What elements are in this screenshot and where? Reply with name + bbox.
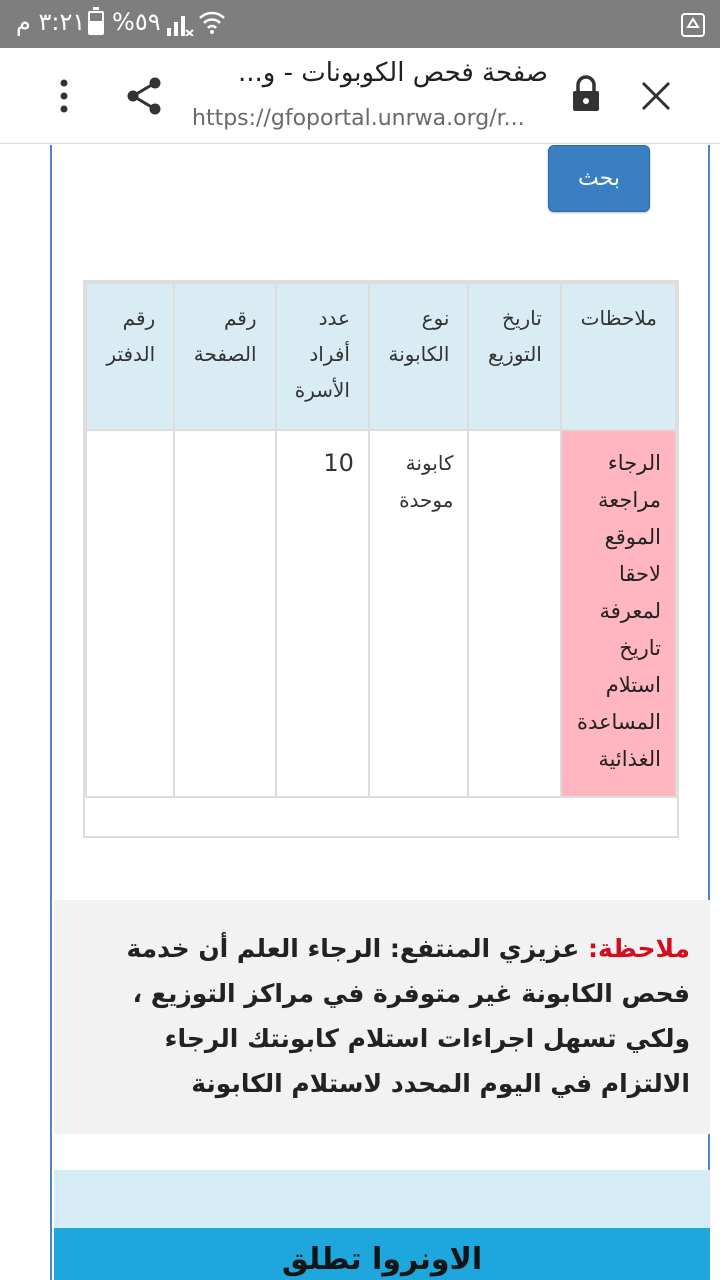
lock-icon (571, 75, 601, 113)
cell-book-number (86, 430, 174, 798)
signal-icon (166, 10, 194, 36)
cell-family-members: 10 (276, 430, 369, 798)
notice-text: عزيزي المنتفع: الرجاء العلم أن خدمة فحص الكابونة غير متوفرة في مراكز التوزيع ، ولكي تسهل اجراءات استلام كابونتك الرجاء الالتزام في اليوم المحدد لاستلام الكابونة (126, 934, 690, 1098)
header-family-members: عدد أفراد الأسرة (276, 283, 369, 430)
table-empty-row (85, 796, 679, 838)
battery-icon (88, 11, 104, 35)
results-table (85, 282, 677, 799)
custom-tab-toolbar (0, 48, 720, 144)
status-time: ٣:٢١ م (16, 8, 86, 36)
more-vert-icon (58, 78, 70, 114)
wifi-icon (198, 8, 226, 36)
announcement-banner[interactable]: الاونروا تطلق (54, 1228, 710, 1280)
share-button[interactable] (118, 72, 170, 120)
overflow-menu-button[interactable] (46, 72, 82, 120)
close-tab-button[interactable] (628, 72, 684, 120)
page-content (50, 145, 710, 1280)
banner-image-strip (54, 1170, 710, 1228)
share-icon (124, 76, 164, 116)
header-book-number: رقم الدفتر (86, 283, 174, 430)
header-notes: ملاحظات (561, 283, 676, 430)
notice-label: ملاحظة: (588, 934, 690, 963)
table-row (86, 430, 676, 798)
header-coupon-type: نوع الكابونة (369, 283, 469, 430)
search-button[interactable]: بحث (548, 145, 650, 212)
header-distribution-date: تاريخ التوزيع (468, 283, 560, 430)
page-url[interactable]: https://gfoportal.unrwa.org/r... (192, 106, 525, 131)
header-page-number: رقم الصفحة (174, 283, 275, 430)
close-icon (640, 80, 672, 112)
page-title: صفحة فحص الكوبونات - و... (237, 58, 548, 88)
results-table-container[interactable] (83, 280, 679, 838)
notice-box (54, 900, 710, 1134)
status-bar (0, 0, 720, 48)
security-indicator[interactable] (566, 72, 606, 116)
recycle-icon (680, 10, 706, 38)
cell-distribution-date (468, 430, 560, 798)
cell-notes: الرجاء مراجعة الموقع لاحقا لمعرفة تاريخ استلام المساعدة الغذائية (561, 430, 676, 798)
cell-coupon-type: كابونة موحدة (369, 430, 469, 798)
battery-percent: %٥٩ (112, 8, 161, 36)
cell-page-number (174, 430, 275, 798)
table-header-row (86, 283, 676, 430)
